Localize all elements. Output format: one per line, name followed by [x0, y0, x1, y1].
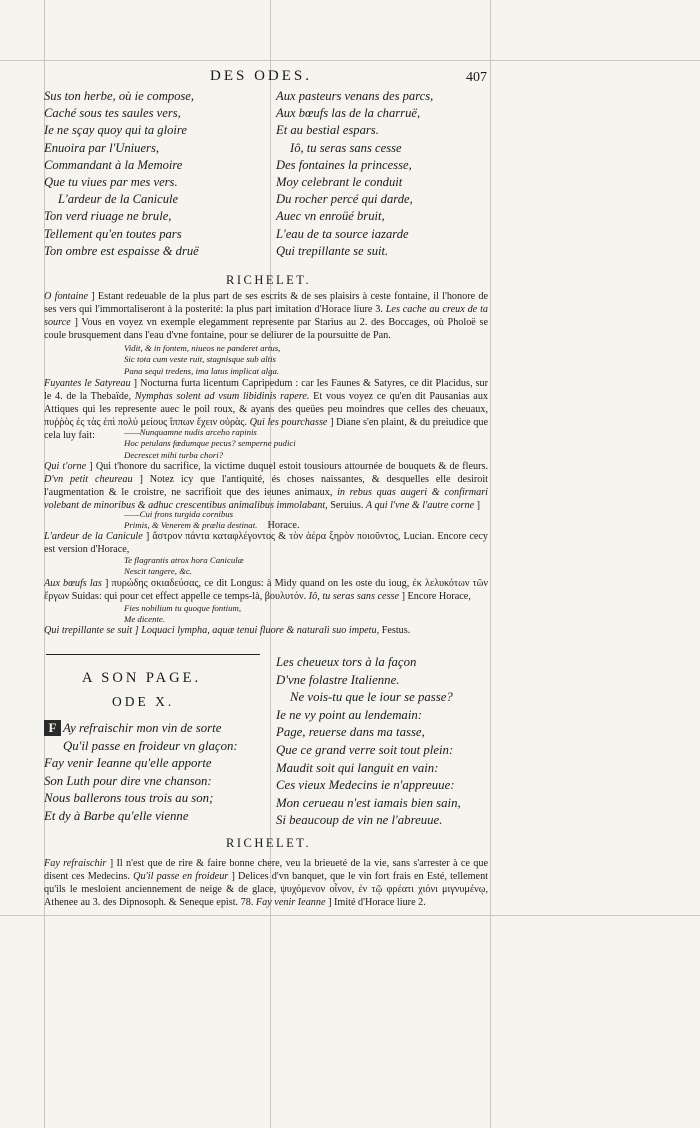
lemma: L'ardeur de la Canicule: [44, 531, 143, 542]
verse-line: Fay venir Ieanne qu'elle apporte: [44, 756, 212, 771]
verse-line: Moy celebrant le conduit: [276, 175, 403, 190]
verse-line: L'eau de ta source iazarde: [276, 226, 409, 241]
verse-line: Iô, tu seras sans cesse: [290, 140, 402, 155]
verse-line: Des fontaines la princesse,: [276, 157, 412, 172]
commentary-heading: RICHELET.: [226, 836, 312, 850]
verse-line: Ie ne sçay quoy qui ta gloire: [44, 123, 187, 138]
verse-line: L'ardeur de la Canicule: [58, 192, 179, 207]
verse-column-right: [276, 88, 433, 260]
running-head: DES ODES.: [210, 68, 313, 84]
verse-line: Du rocher percé qui darde,: [276, 192, 413, 207]
verse-line: Ton ombre est espaisse & druë: [44, 243, 199, 258]
guide-line: [270, 0, 271, 1128]
commentary-text: ] Delices d'vn banquet, que le vin fort frais en Esté, tellement qu'ils le mesloient anciennement de neige & de glace, ψυχόμενον οἶνον, ἐν τῷ φρέατι χιόνι μιγνυμένῳ, Athenee au 3. des Dipnosoph. & Seneque epist. 78.: [44, 870, 489, 908]
commentary-paragraph: [44, 291, 488, 343]
commentary-text: ] Diane s'en plaint, & du preiudice que cela luy fait:: [44, 416, 488, 441]
quote-line: ——Cui frons turgida cornibus: [124, 509, 234, 519]
quote-line: Primis, & Venerem & prælia destinat.: [124, 520, 258, 531]
lemma: Aux bœufs las: [44, 578, 102, 589]
verse-line: Ne vois-tu que le iour se passe?: [290, 690, 453, 705]
lemma: Les cache au creux de ta source: [44, 303, 488, 328]
verse-line: Aux pasteurs venans des parcs,: [276, 89, 434, 103]
lemma: Qui trepillante se suit: [44, 625, 133, 636]
verse-line: Et dy à Barbe qu'elle vienne: [44, 808, 189, 823]
commentary-paragraph: [44, 625, 488, 638]
quote-line: Fies nobilium tu quoque fontium,: [124, 603, 242, 613]
verse-line: Les cheueux tors à la façon: [276, 655, 417, 669]
verse-line: Sus ton herbe, où ie compose,: [44, 89, 195, 103]
latin-quotation: [124, 343, 280, 377]
latin-quotation: [124, 555, 244, 578]
verse-line: Son Luth pour dire vne chanson:: [44, 773, 212, 788]
guide-line: [0, 60, 700, 61]
verse-line: Que ce grand verre soit tout plein:: [276, 742, 454, 757]
commentary-paragraph: [44, 578, 488, 604]
commentary-text: ] πυρώδης σκιαδεύσας, ce dit Longus: à Midy quand on les oste du ioug, ἐκ λελυκότων τῶν ἔργων Suidas: qui pour cet effect appelle ce temps-là, βουλυτόν.: [44, 578, 488, 602]
verse-line: Aux bœufs las de la charruë,: [276, 106, 421, 121]
verse-line: Que tu viues par mes vers.: [44, 175, 178, 190]
page-number: 407: [466, 70, 487, 85]
commentary-text: Festus.: [381, 625, 411, 636]
verse-line: Ton verd riuage ne brule,: [44, 209, 172, 224]
lemma: Fay venir Ieanne: [255, 896, 326, 908]
lemma: O fontaine: [44, 291, 89, 302]
verse-line: Auec vn enroüé bruit,: [276, 209, 385, 224]
verse-line: Qui trepillante se suit.: [276, 243, 389, 258]
verse-line: Mon cerueau n'est iamais bien sain,: [276, 795, 461, 810]
verse-line: Page, reuerse dans ma tasse,: [276, 725, 425, 740]
drop-cap: F: [44, 720, 61, 736]
quote-line: Me dicente.: [124, 614, 166, 625]
lemma: A qui l'vne & l'autre corne: [365, 499, 475, 511]
quote-attribution: Horace.: [267, 520, 300, 532]
commentary-text: ἄστρον πάντα καταφλέγοντος & τὸν ἀέρα ξηρὸν ποιοῦντος, Lucian. Encore cecy est version d'Horace,: [44, 531, 488, 555]
guide-line: [490, 0, 491, 1128]
quote-line: ——Nunquamne nudis arceho rapinis: [124, 427, 257, 437]
verse-line: Maudit soit qui languit en vain:: [276, 760, 439, 775]
commentary-paragraph: [44, 858, 488, 910]
commentary-text: ] Notez icy que l'antiquité, és choses naissantes, & desquelles elle desiroit l'augmentation & le croistre, ne sacrifioit que des ieunes animaux,: [44, 473, 489, 498]
verse-line: Tellement qu'en toutes pars: [44, 226, 182, 241]
verse-line: Ces vieux Medecins ie n'appreuue:: [276, 778, 455, 793]
verse-line: Ay refraischir mon vin de sorte: [63, 721, 222, 735]
latin-text: Nymphas solent ad vsum libidinis rapere.: [134, 390, 310, 402]
lemma: Qu'il passe en froideur: [133, 870, 229, 882]
ode-number: ODE X.: [112, 694, 175, 709]
verse-line: Enuoira par l'Uniuers,: [44, 140, 159, 155]
commentary-text: ] Vous en voyez vn exemple elegamment represente par Starius au 2. des Boccages, où Pholoë se coule brusquement dans l'eau d'vne fontaine, pour se deliurer de la poursuitte de Pan.: [44, 316, 489, 341]
quote-line: Pana sequi tredens, ima latus implicat alga.: [124, 365, 280, 376]
verse-line: Nous ballerons tous trois au son;: [44, 791, 214, 806]
commentary-text: ] Qui t'honore du sacrifice, la victime duquel estoit tousiours attournée de bouquets & de fleurs.: [89, 461, 489, 472]
quote-line: Te flagrantis atrox hora Caniculæ: [124, 555, 244, 565]
quote-line: Decrescet mihi turba chori?: [124, 449, 224, 460]
commentary-text: ] Encore Horace,: [401, 590, 471, 602]
lemma: Fay refraischir: [44, 858, 107, 869]
commentary-text: ] Estant redeuable de la plus part de ses escrits & de ses plaisirs à ceste fontaine, il l'honore de ses vers qui l'immortaliseront à la posterité: la plus part imitation d'Horace liure 3.: [44, 291, 488, 315]
ode-title: A SON PAGE.: [82, 670, 202, 686]
quote-line: Sic tota cum veste ruit, stagnisque sub altis: [124, 354, 276, 365]
commentary-text: ] Imité d'Horace liure 2.: [328, 896, 426, 908]
guide-line: [0, 915, 700, 916]
verse-column-right: [276, 654, 461, 830]
commentary-text: ] Nocturna furta licentum Capripedum : car les Faunes & Satyres, ce dit Placidus, sur le 4. de la Thebaïde,: [44, 378, 489, 402]
section-rule: [46, 654, 260, 655]
commentary-paragraph: Qui t'orne ] Qui t'honore du sacrifice, la victime duquel estoit tousiours attournée de bouquets & de fleurs. D'vn petit cheureau ] Notez icy que l'antiquité, és choses naissantes, & desquelles elle desiroit l'augmentation & le croistre, ne sacrifioit que des ieunes animaux, in rebus quas augeri & confirmari volebant de minoribus & adhuc crescentibus animalibus immolabant, Seruius. A qui l'vne & l'autre corne ]: [44, 461, 489, 511]
verse-line: Qu'il passe en froideur vn glaçon:: [63, 738, 238, 753]
latin-quotation: [124, 509, 300, 532]
lemma: Fuyantes le Satyreau: [44, 378, 131, 389]
commentary-text: ] Il n'est que de rire & faire bonne chere, veu la brieueté de la vie, sans s'arrester à ce que disent ces Medecins.: [44, 858, 488, 882]
latin-text: ] Loquaci lympha, aquæ tenui fluore & naturali suo impetu,: [134, 625, 380, 636]
lemma: Qui les pourchasse: [249, 416, 328, 428]
verse-line: Si beaucoup de vin ne l'abreuue.: [276, 813, 443, 828]
verse-column-left: [44, 720, 238, 826]
commentary-text: Seruius.: [330, 499, 364, 511]
commentary-heading: RICHELET.: [226, 273, 312, 287]
latin-quotation: [124, 427, 296, 461]
quote-line: Vidit, & in fontem, niueos ne panderet artus,: [124, 343, 281, 353]
quote-line: Nescit tangere, &c.: [124, 566, 193, 577]
verse-column-left: [44, 88, 199, 260]
quote-line: Hoc petulans fœdumque pecus? semperne pudici: [124, 438, 296, 449]
lemma: D'vn petit cheureau: [44, 473, 133, 485]
verse-line: Et au bestial espars.: [276, 123, 379, 138]
verse-line: D'vne folastre Italienne.: [276, 672, 400, 687]
verse-line: Commandant à la Memoire: [44, 157, 183, 172]
verse-line: Caché sous tes saules vers,: [44, 106, 181, 121]
lemma: Qui t'orne: [44, 461, 87, 472]
commentary-text: Et vous voyez ce qu'en dit Pausanias aux Attiques qui les represente auec le poil roux, & ayans des queües peu moindres que celles des cheuaux, πυῤῥὸς ἐς τὰς ἐπὶ πολύ μείους ἵππων ἔχειν οὐρὰς.: [44, 390, 489, 428]
lemma: Iô, tu seras sans cesse: [308, 590, 400, 602]
verse-line: Ie ne vy point au lendemain:: [276, 707, 423, 722]
latin-text: in rebus quas augeri & confirmari volebant de minoribus & adhuc crescentibus animalibus immolabant,: [44, 486, 488, 511]
latin-quotation: [124, 603, 241, 626]
commentary-paragraph: L'ardeur de la Canicule ] ἄστρον πάντα καταφλέγοντος & τὸν ἀέρα ξηρὸν ποιοῦντος, Lucian. Encore cecy est version d'Horace,: [44, 531, 488, 555]
